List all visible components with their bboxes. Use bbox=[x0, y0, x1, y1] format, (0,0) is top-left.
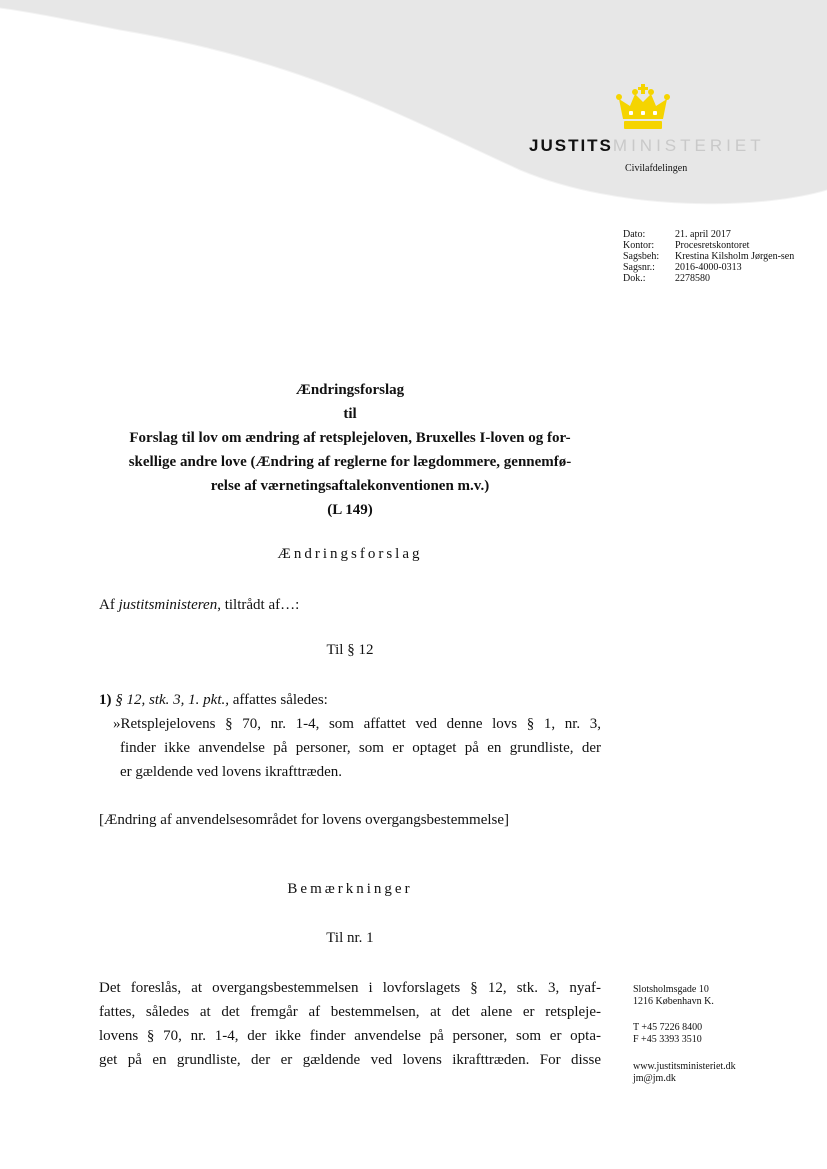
meta-value: Krestina Kilsholm Jørgen-sen bbox=[675, 251, 795, 262]
logo-part-justits: JUSTITS bbox=[529, 136, 613, 155]
meta-row-date bbox=[623, 229, 805, 240]
section-heading-amendments: Ændringsforslag bbox=[277, 546, 423, 562]
title-line: skellige andre love (Ændring af reglerne for lægdommere, gennemfø- bbox=[128, 454, 572, 470]
amendment-text: affattes således: bbox=[229, 692, 328, 708]
amendment-number: 1) bbox=[99, 692, 112, 708]
meta-row-caseworker bbox=[623, 251, 805, 262]
logo-part-ministeriet: MINISTERIET bbox=[612, 136, 765, 155]
proposer-name: justitsministeren bbox=[118, 597, 218, 613]
meta-value: Procesretskontoret bbox=[675, 240, 750, 251]
crown-logo-icon bbox=[615, 84, 671, 130]
bracket-note: [Ændring af anvendelsesområdet for lovens overgangsbestemmelse] bbox=[99, 812, 510, 828]
footer-street: Slotsholmsgade 10 bbox=[633, 984, 709, 995]
meta-row-case-number bbox=[623, 262, 805, 273]
title-line: (L 149) bbox=[327, 502, 373, 518]
amendment-quote bbox=[113, 712, 601, 784]
meta-key: Sagsbeh: bbox=[623, 251, 660, 262]
quote-line: »Retsplejelovens § 70, nr. 1-4, som affattet ved denne lovs § 1, nr. 3, bbox=[113, 716, 601, 732]
footer-address bbox=[633, 984, 714, 1008]
footer-phone: T +45 7226 8400 bbox=[633, 1022, 703, 1033]
quote-line: finder ikke anvendelse på personer, som er optaget på en grundliste, der bbox=[120, 740, 601, 756]
meta-row-document bbox=[623, 273, 805, 284]
document-title bbox=[100, 378, 600, 522]
proposer-prefix: Af bbox=[99, 597, 119, 613]
meta-key: Dato: bbox=[623, 229, 646, 240]
footer-website-link[interactable]: www.justitsministeriet.dk bbox=[633, 1061, 736, 1072]
case-metadata bbox=[623, 229, 805, 284]
meta-value: 2278580 bbox=[675, 273, 710, 284]
header-wave-background bbox=[0, 0, 827, 230]
meta-row-office bbox=[623, 240, 805, 251]
footer-online bbox=[633, 1061, 736, 1085]
footer-contact bbox=[633, 1022, 702, 1046]
footer-email-link[interactable]: jm@jm.dk bbox=[633, 1073, 676, 1084]
footer-fax: F +45 3393 3510 bbox=[633, 1034, 702, 1045]
til-nr-heading: Til nr. 1 bbox=[326, 930, 374, 946]
quote-line: er gældende ved lovens ikrafttræden. bbox=[120, 764, 343, 780]
body-line: fattes, således at det fremgår af bestemmelsen, at det alene er retspleje- bbox=[99, 1004, 601, 1020]
title-line: Forslag til lov om ændring af retsplejeloven, Bruxelles I-loven og for- bbox=[129, 430, 571, 446]
meta-value: 21. april 2017 bbox=[675, 229, 731, 240]
title-line: Ændringsforslag bbox=[295, 382, 405, 398]
meta-key: Dok.: bbox=[623, 273, 646, 284]
proposer-line bbox=[99, 593, 601, 617]
amendment-intro bbox=[99, 688, 601, 712]
ministry-logotype bbox=[529, 136, 765, 156]
department-name: Civilafdelingen bbox=[625, 163, 688, 174]
title-line: relse af værnetingsaftalekonventionen m.v.) bbox=[210, 478, 490, 494]
body-line: Det foreslås, at overgangsbestemmelsen i lovforslagets § 12, stk. 3, nyaf- bbox=[99, 980, 601, 996]
meta-key: Sagsnr.: bbox=[623, 262, 655, 273]
title-line: til bbox=[343, 406, 357, 422]
amendment-reference: § 12, stk. 3, 1. pkt., bbox=[115, 692, 229, 708]
meta-key: Kontor: bbox=[623, 240, 655, 251]
body-line: lovens § 70, nr. 1-4, der ikke finder anvendelse på personer, som er opta- bbox=[99, 1028, 601, 1044]
body-line: get på en grundliste, der er gældende ved lovens ikrafttræden. For disse bbox=[99, 1052, 601, 1068]
footer-city: 1216 København K. bbox=[633, 996, 714, 1007]
remarks-body bbox=[99, 976, 601, 1072]
meta-value: 2016-4000-0313 bbox=[675, 262, 742, 273]
proposer-suffix: , tiltrådt af…: bbox=[217, 597, 300, 613]
til-paragraph-heading: Til § 12 bbox=[326, 642, 374, 658]
section-heading-remarks: Bemærkninger bbox=[287, 881, 413, 897]
